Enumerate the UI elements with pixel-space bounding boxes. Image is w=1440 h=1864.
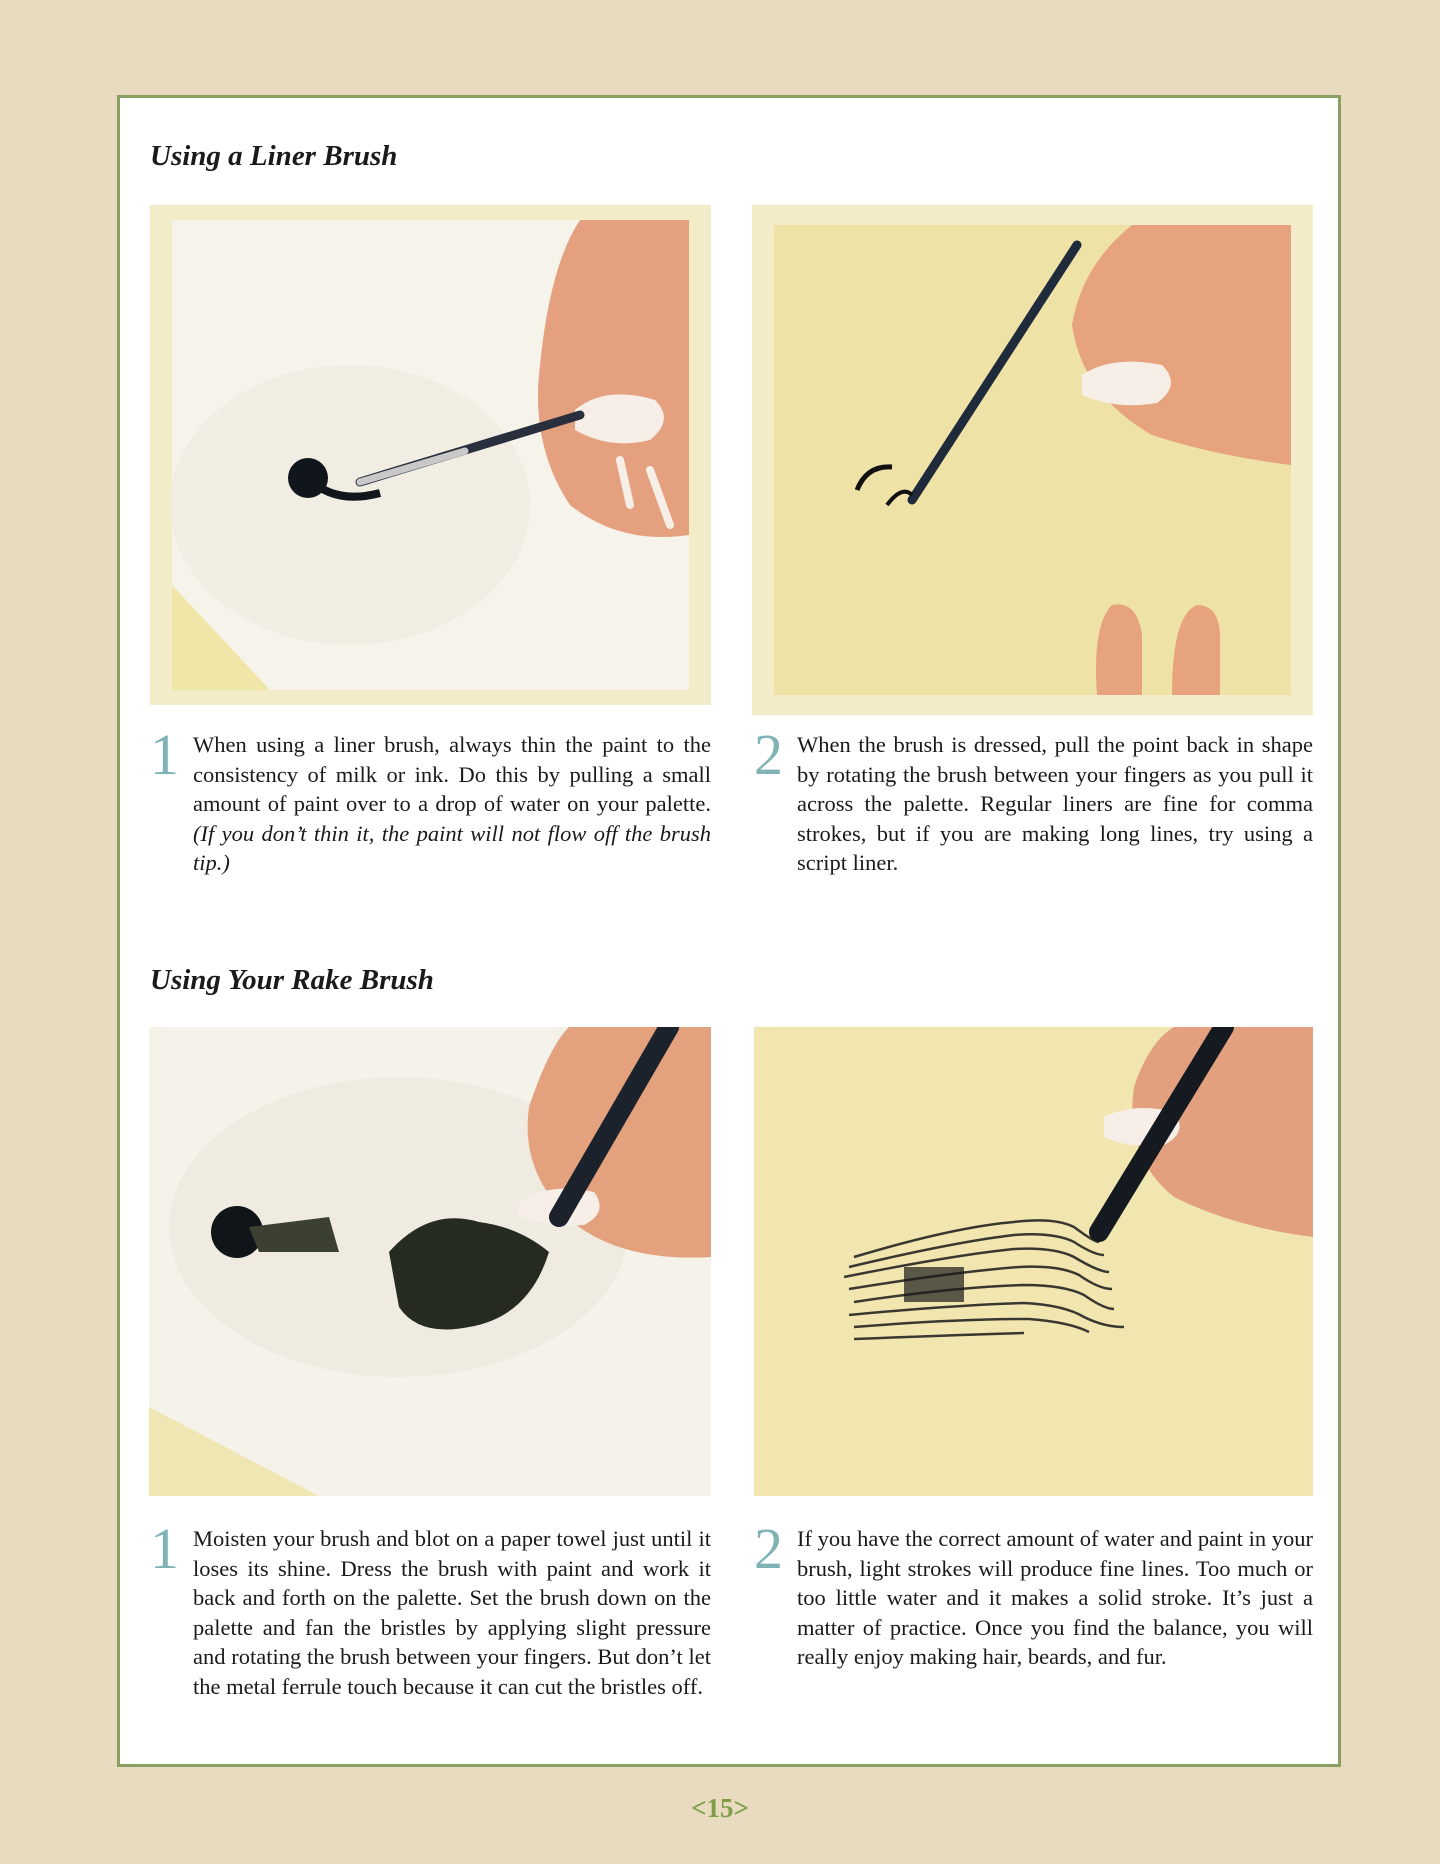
- step-number: 2: [754, 1516, 783, 1581]
- photo-rake-step-1: [149, 1027, 711, 1496]
- step-rake-2: [754, 1516, 1313, 1744]
- step-text: Moisten your brush and blot on a paper towel just until it loses its shine. Dress the brush with paint and work it back and forth on the palette. Set the brush down on the palette and fan the bristles by applying slight pressure and rotating the brush between your fingers. But don’t let the metal ferrule touch because it can cut the bristles off.: [193, 1526, 711, 1699]
- step-number: 2: [754, 722, 783, 787]
- page-number: <15>: [691, 1793, 749, 1823]
- step-text: If you have the correct amount of water and paint in your brush, light strokes will produce fine lines. Too much or too little water and it makes a solid stroke. It’s just a matter of practice. Once you find the balance, you will really enjoy making hair, beards, and fur.: [797, 1526, 1313, 1669]
- step-text: When the brush is dressed, pull the point back in shape by rotating the brush between your fingers as you pull it across the palette. Regular liners are fine for comma strokes, but if you are making long lines, try using a script liner.: [797, 732, 1313, 875]
- section-title-liner-brush: Using a Liner Brush: [150, 140, 398, 172]
- step-liner-1: [150, 722, 711, 890]
- step-text: When using a liner brush, always thin the paint to the consistency of milk or ink. Do this by pulling a small amount of paint over to a drop of water on your palette. (If you don’t thin it, the paint will not flow off the brush tip.): [193, 732, 711, 875]
- step-rake-1: [150, 1516, 711, 1744]
- step-note: (If you don’t thin it, the paint will not flow off the brush tip.): [193, 820, 711, 875]
- photo-liner-step-2: [752, 205, 1313, 715]
- section-title-rake-brush: Using Your Rake Brush: [150, 964, 434, 996]
- photo-liner-step-1: [150, 205, 711, 705]
- step-liner-2: [754, 722, 1313, 890]
- step-number: 1: [150, 722, 179, 787]
- step-number: 1: [150, 1516, 179, 1581]
- photo-rake-step-2: [754, 1027, 1313, 1496]
- page-frame: [117, 95, 1341, 1767]
